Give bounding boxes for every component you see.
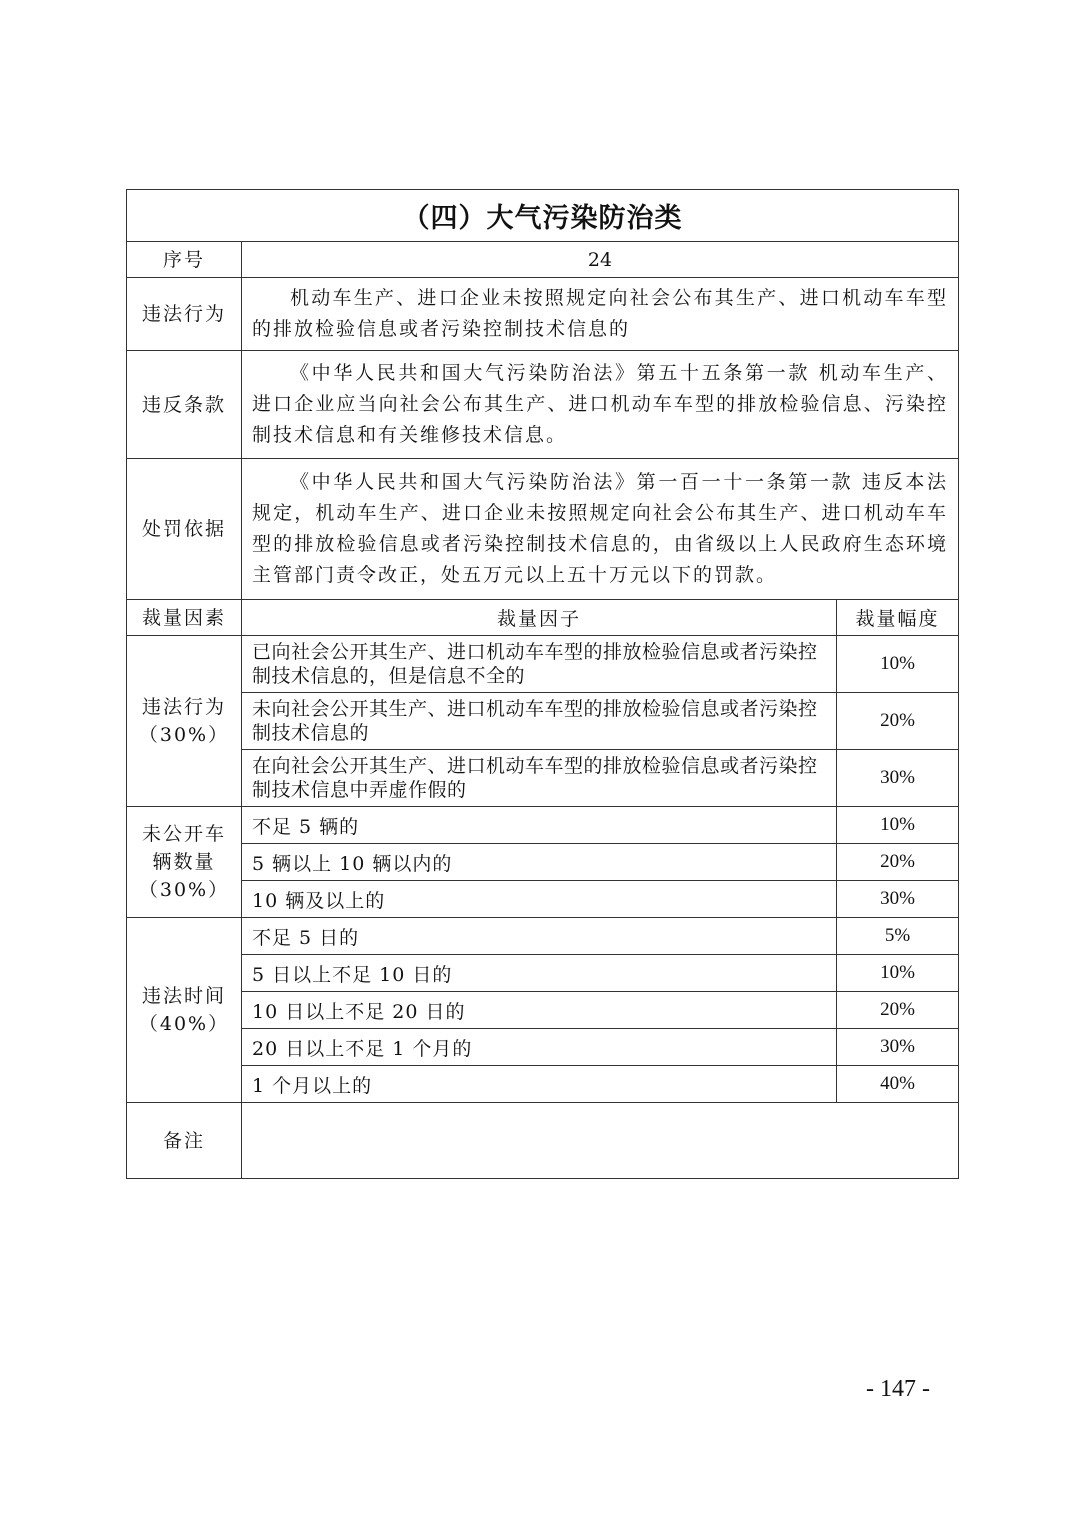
group-label-line: （30%） — [138, 724, 230, 746]
group-label-behavior — [127, 636, 242, 807]
factor-percent: 10% — [837, 807, 959, 844]
basis-text: 《中华人民共和国大气污染防治法》第一百一十一条第一款 违反本法规定，机动车生产、进口企业未按照规定向社会公布其生产、进口机动车车型的排放检验信息或者污染控制技术信息的，由省级以上人民政府生态环境主管部门责令改正，处五万元以上五十万元以下的罚款。 — [252, 471, 949, 586]
factor-item: 10 辆及以上的 — [242, 881, 837, 918]
factor-item: 已向社会公开其生产、进口机动车车型的排放检验信息或者污染控制技术信息的，但是信息不全的 — [242, 636, 837, 693]
group-label-line: （30%） — [138, 879, 230, 901]
seq-label: 序号 — [127, 242, 242, 278]
factor-percent: 20% — [837, 693, 959, 750]
factor-item: 10 日以上不足 20 日的 — [242, 992, 837, 1029]
factor-item: 不足 5 日的 — [242, 918, 837, 955]
violation-cell — [242, 278, 959, 351]
header-factor: 裁量因素 — [127, 600, 242, 636]
factor-percent: 10% — [837, 636, 959, 693]
violation-label: 违法行为 — [127, 278, 242, 351]
page-number: - 147 - — [866, 1376, 930, 1402]
factor-percent: 30% — [837, 881, 959, 918]
remark-value — [242, 1103, 959, 1179]
group-label-line: 违法时间 — [141, 985, 226, 1007]
factor-percent: 5% — [837, 918, 959, 955]
factor-item: 在向社会公开其生产、进口机动车车型的排放检验信息或者污染控制技术信息中弄虚作假的 — [242, 750, 837, 807]
header-range: 裁量幅度 — [837, 600, 959, 636]
group-label-line: 未公开车 — [141, 823, 226, 845]
group-label-line: 违法行为 — [141, 696, 226, 718]
factor-item: 5 日以上不足 10 日的 — [242, 955, 837, 992]
violation-text: 机动车生产、进口企业未按照规定向社会公布其生产、进口机动车车型的排放检验信息或者污染控制技术信息的 — [252, 287, 949, 340]
factor-item: 20 日以上不足 1 个月的 — [242, 1029, 837, 1066]
penalty-discretion-table — [126, 189, 959, 1179]
clause-cell — [242, 351, 959, 459]
header-item: 裁量因子 — [242, 600, 837, 636]
group-label-line: （40%） — [138, 1013, 230, 1035]
factor-item: 5 辆以上 10 辆以内的 — [242, 844, 837, 881]
clause-text: 《中华人民共和国大气污染防治法》第五十五条第一款 机动车生产、进口企业应当向社会公布其生产、进口机动车车型的排放检验信息、污染控制技术信息和有关维修技术信息。 — [252, 362, 949, 446]
group-label-line: 辆数量 — [152, 851, 216, 873]
factor-percent: 10% — [837, 955, 959, 992]
factor-percent: 30% — [837, 1029, 959, 1066]
basis-cell — [242, 459, 959, 600]
factor-percent: 40% — [837, 1066, 959, 1103]
table-title: （四）大气污染防治类 — [127, 190, 959, 242]
factor-percent: 30% — [837, 750, 959, 807]
factor-item: 不足 5 辆的 — [242, 807, 837, 844]
factor-item: 未向社会公开其生产、进口机动车车型的排放检验信息或者污染控制技术信息的 — [242, 693, 837, 750]
basis-label: 处罚依据 — [127, 459, 242, 600]
remark-label: 备注 — [127, 1103, 242, 1179]
factor-percent: 20% — [837, 992, 959, 1029]
group-label-duration — [127, 918, 242, 1103]
group-label-vehicles — [127, 807, 242, 918]
clause-label: 违反条款 — [127, 351, 242, 459]
seq-value: 24 — [242, 242, 959, 278]
factor-item: 1 个月以上的 — [242, 1066, 837, 1103]
factor-percent: 20% — [837, 844, 959, 881]
